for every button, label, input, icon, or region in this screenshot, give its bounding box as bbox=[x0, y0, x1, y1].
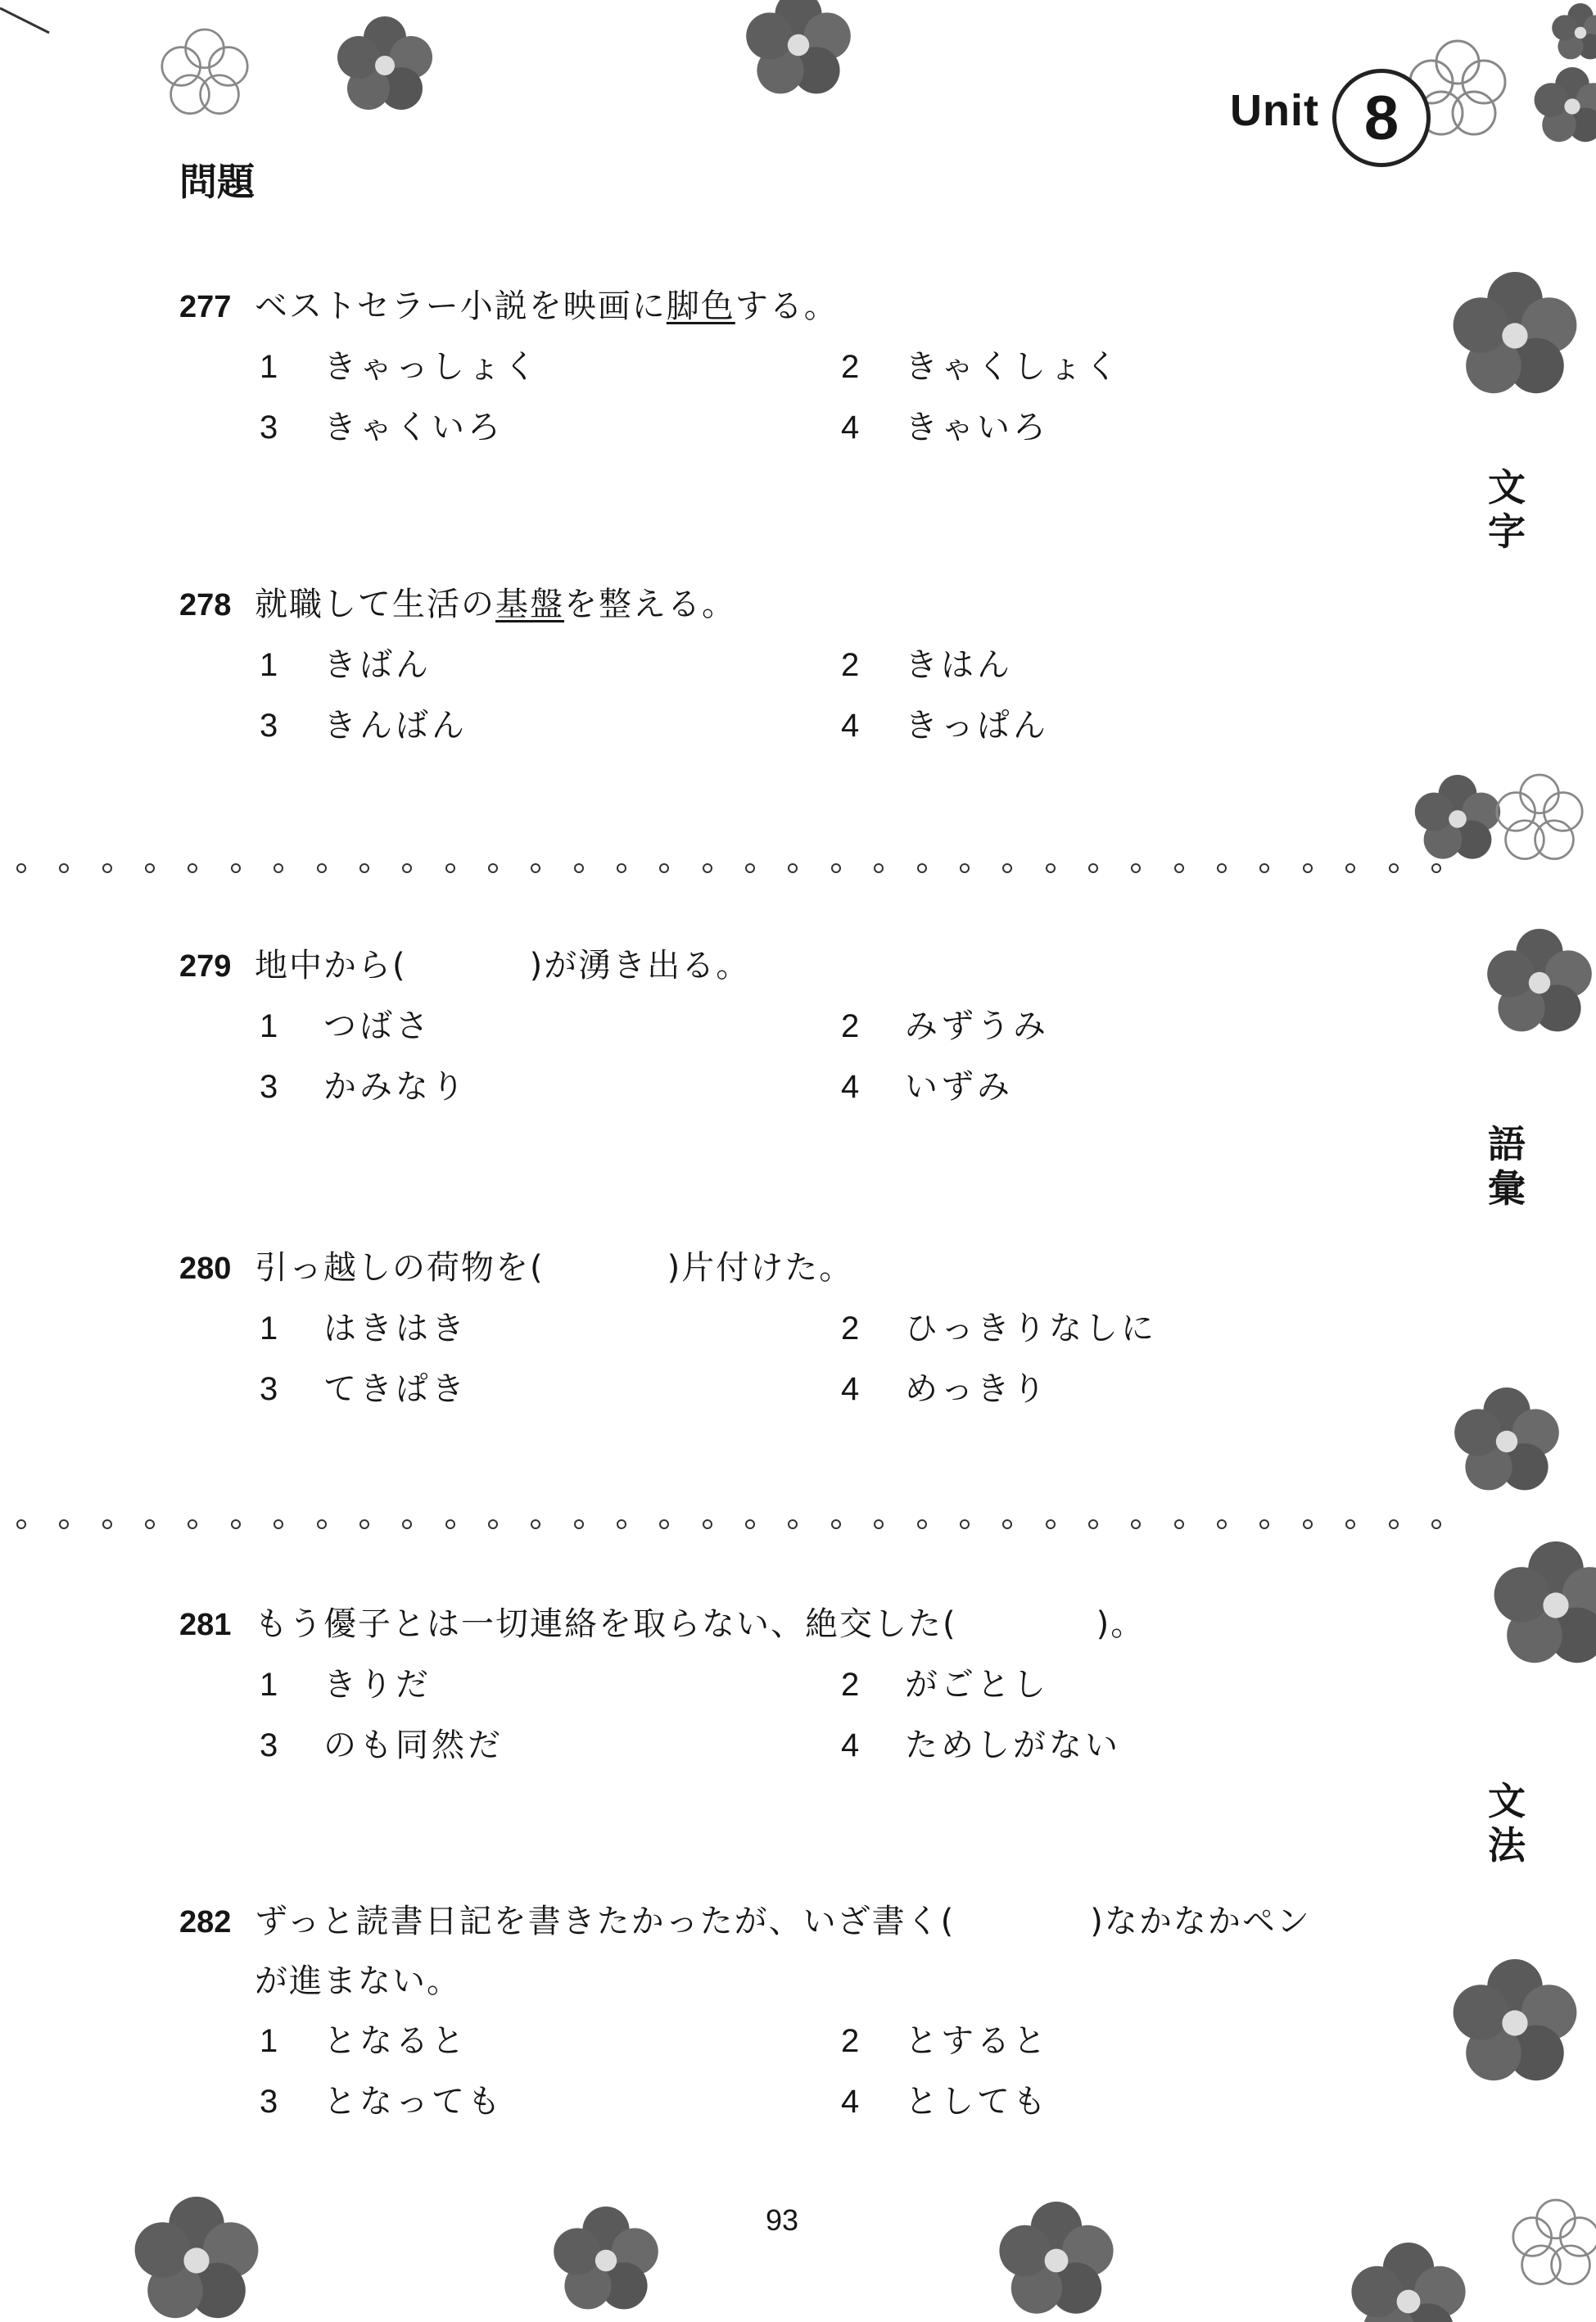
separator-dot bbox=[531, 1519, 540, 1529]
separator-dot bbox=[574, 1519, 584, 1529]
separator-dot bbox=[917, 1519, 927, 1529]
separator-dot bbox=[1174, 863, 1184, 873]
separator-dot bbox=[359, 863, 369, 873]
separator-dot bbox=[145, 863, 155, 873]
separator-dot bbox=[59, 863, 69, 873]
question-stem: 地中から( bbox=[255, 947, 407, 984]
separator-dot bbox=[1002, 863, 1012, 873]
option-4[interactable]: 4 ためしがない bbox=[841, 1727, 1121, 1764]
question-stem-end: を整える。 bbox=[564, 586, 736, 623]
option-1[interactable]: 1 つばさ bbox=[260, 1007, 432, 1045]
separator-dot bbox=[831, 1519, 841, 1529]
question-279 bbox=[179, 936, 1250, 1117]
separator-dot bbox=[359, 1519, 369, 1529]
question-stem: ベストセラー小説を映画に bbox=[255, 287, 667, 325]
separator-dot bbox=[1131, 863, 1141, 873]
question-278 bbox=[179, 575, 1250, 756]
option-2[interactable]: 2 ひっきりなしに bbox=[841, 1310, 1157, 1347]
option-2[interactable]: 2 がごとし bbox=[841, 1666, 1049, 1704]
question-stem: ずっと読書日記を書きたかったが、いざ書く( bbox=[255, 1903, 956, 1940]
separator-dot bbox=[59, 1519, 69, 1529]
question-number: 278 bbox=[179, 588, 232, 622]
separator-dot bbox=[1259, 1519, 1269, 1529]
separator-dot bbox=[960, 1519, 970, 1529]
question-number: 280 bbox=[179, 1252, 232, 1286]
separator-dot bbox=[1431, 1519, 1441, 1529]
separator-dot bbox=[1046, 863, 1056, 873]
separator-dot bbox=[1088, 1519, 1098, 1529]
underlined-word: 基盤 bbox=[495, 586, 564, 623]
section-heading: 問題 bbox=[179, 160, 255, 204]
question-stem-end: )片付けた。 bbox=[667, 1249, 854, 1287]
option-3[interactable]: 3 きんばん bbox=[260, 707, 468, 745]
separator-dot bbox=[445, 863, 455, 873]
separator-dot bbox=[1217, 863, 1227, 873]
separator-dot bbox=[574, 863, 584, 873]
option-3[interactable]: 3 てきぱき bbox=[260, 1370, 468, 1408]
question-stem-end: する。 bbox=[735, 287, 839, 325]
unit-number-badge bbox=[1332, 69, 1431, 167]
separator-dot bbox=[445, 1519, 455, 1529]
separator-dot bbox=[831, 863, 841, 873]
separator-dot bbox=[1303, 1519, 1313, 1529]
separator-dot bbox=[917, 863, 927, 873]
option-1[interactable]: 1 きゃっしょく bbox=[260, 348, 540, 386]
option-1[interactable]: 1 きばん bbox=[260, 646, 432, 684]
options bbox=[179, 1654, 1250, 1776]
separator-dot bbox=[617, 1519, 626, 1529]
question-stem-end: )。 bbox=[1096, 1605, 1146, 1643]
separator-dot bbox=[659, 863, 669, 873]
separator-dot bbox=[317, 863, 327, 873]
separator-dot bbox=[488, 863, 498, 873]
separator-dot bbox=[703, 863, 712, 873]
question-stem: 就職して生活の bbox=[255, 586, 495, 623]
separator-dot bbox=[1174, 1519, 1184, 1529]
separator-dot bbox=[16, 1519, 26, 1529]
dotted-separator bbox=[16, 861, 1441, 876]
question-280 bbox=[179, 1238, 1250, 1419]
question-stem-end: )が湧き出る。 bbox=[529, 947, 751, 984]
separator-dot bbox=[874, 1519, 884, 1529]
option-4[interactable]: 4 いずみ bbox=[841, 1068, 1013, 1106]
separator-dot bbox=[1217, 1519, 1227, 1529]
separator-dot bbox=[703, 1519, 712, 1529]
option-3[interactable]: 3 きゃくいろ bbox=[260, 409, 504, 446]
separator-dot bbox=[531, 863, 540, 873]
question-277 bbox=[179, 277, 1250, 458]
option-2[interactable]: 2 きゃくしょく bbox=[841, 348, 1121, 386]
side-tab-bunpo: 文法 bbox=[1488, 1779, 1526, 1867]
separator-dot bbox=[960, 863, 970, 873]
option-4[interactable]: 4 としても bbox=[841, 2083, 1049, 2121]
separator-dot bbox=[745, 863, 755, 873]
separator-dot bbox=[617, 863, 626, 873]
separator-dot bbox=[874, 863, 884, 873]
options bbox=[179, 996, 1250, 1117]
separator-dot bbox=[1303, 863, 1313, 873]
question-number: 277 bbox=[179, 290, 232, 324]
option-2[interactable]: 2 きはん bbox=[841, 646, 1013, 684]
separator-dot bbox=[274, 1519, 283, 1529]
dotted-separator bbox=[16, 1517, 1441, 1532]
side-tab-moji: 文字 bbox=[1488, 465, 1526, 554]
separator-dot bbox=[188, 1519, 197, 1529]
separator-dot bbox=[1046, 1519, 1056, 1529]
option-1[interactable]: 1 きりだ bbox=[260, 1666, 432, 1704]
separator-dot bbox=[402, 863, 412, 873]
separator-dot bbox=[488, 1519, 498, 1529]
separator-dot bbox=[231, 1519, 241, 1529]
separator-dot bbox=[1345, 863, 1355, 873]
options bbox=[179, 337, 1250, 458]
question-282 bbox=[179, 1892, 1311, 2132]
separator-dot bbox=[102, 1519, 112, 1529]
options bbox=[179, 2011, 1311, 2132]
separator-dot bbox=[788, 863, 798, 873]
separator-dot bbox=[188, 863, 197, 873]
separator-dot bbox=[1345, 1519, 1355, 1529]
question-stem: 引っ越しの荷物を( bbox=[255, 1249, 545, 1287]
option-1[interactable]: 1 はきはき bbox=[260, 1310, 468, 1347]
separator-dot bbox=[1002, 1519, 1012, 1529]
option-4[interactable]: 4 きっぱん bbox=[841, 707, 1049, 745]
separator-dot bbox=[317, 1519, 327, 1529]
separator-dot bbox=[102, 863, 112, 873]
option-4[interactable]: 4 きゃいろ bbox=[841, 409, 1049, 446]
question-stem-end: )なかなかペン bbox=[1090, 1903, 1311, 1940]
separator-dot bbox=[1088, 863, 1098, 873]
option-3[interactable]: 3 のも同然だ bbox=[260, 1727, 504, 1764]
separator-dot bbox=[745, 1519, 755, 1529]
question-stem: もう優子とは一切連絡を取らない、絶交した( bbox=[255, 1605, 957, 1643]
options bbox=[179, 1298, 1250, 1419]
separator-dot bbox=[274, 863, 283, 873]
option-1[interactable]: 1 となると bbox=[260, 2022, 468, 2060]
separator-dot bbox=[1389, 1519, 1399, 1529]
option-2[interactable]: 2 とすると bbox=[841, 2022, 1049, 2060]
separator-dot bbox=[16, 863, 26, 873]
option-2[interactable]: 2 みずうみ bbox=[841, 1007, 1049, 1045]
separator-dot bbox=[1431, 863, 1441, 873]
options bbox=[179, 635, 1250, 756]
separator-dot bbox=[145, 1519, 155, 1529]
question-number: 281 bbox=[179, 1608, 232, 1642]
separator-dot bbox=[402, 1519, 412, 1529]
underlined-word: 脚色 bbox=[666, 287, 735, 325]
question-number: 279 bbox=[179, 949, 232, 984]
separator-dot bbox=[1389, 863, 1399, 873]
unit-number: 8 bbox=[1363, 83, 1399, 153]
separator-dot bbox=[659, 1519, 669, 1529]
separator-dot bbox=[1259, 863, 1269, 873]
option-4[interactable]: 4 めっきり bbox=[841, 1370, 1049, 1408]
unit-label: Unit bbox=[1230, 86, 1319, 135]
option-3[interactable]: 3 となっても bbox=[260, 2083, 504, 2121]
separator-dot bbox=[1131, 1519, 1141, 1529]
separator-dot bbox=[231, 863, 241, 873]
question-281 bbox=[179, 1595, 1250, 1776]
question-number: 282 bbox=[179, 1905, 232, 1940]
option-3[interactable]: 3 かみなり bbox=[260, 1068, 468, 1106]
question-stem-line2: が進まない。 bbox=[255, 1962, 461, 2000]
separator-dot bbox=[788, 1519, 798, 1529]
page-number: 93 bbox=[766, 2203, 799, 2237]
side-tab-goi: 語彙 bbox=[1488, 1122, 1526, 1211]
